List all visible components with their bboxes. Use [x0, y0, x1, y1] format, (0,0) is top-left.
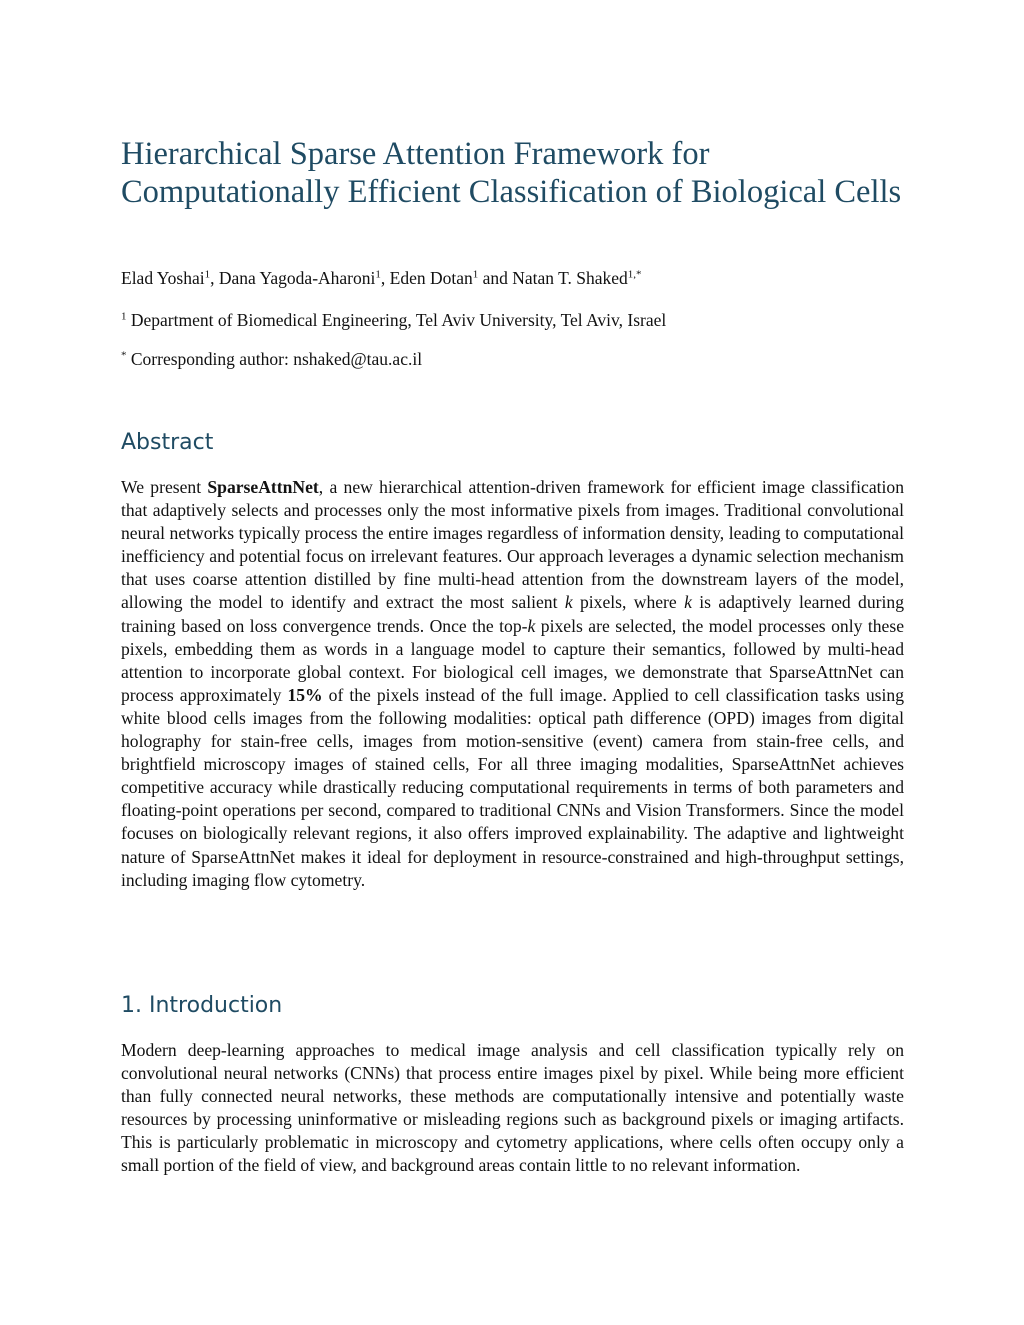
abstract-body: We present SparseAttnNet, a new hierarchical attention-driven framework for efficient image classification that adaptively selects and processes only the most informative pixels from images. Traditional convolutional neural networks typically process the entire images regardless of information density, leading to computational inefficiency and potential focus on irrelevant features. Our approach leverages a dynamic selection mechanism that uses coarse attention distilled by fine multi-head attention from the downstream layers of the model, allowing the model to identify and extract the most salient k pixels, where k is adaptively learned during training based on loss convergence trends. Once the top-k pixels are selected, the model processes only these pixels, embedding them as words in a language model to capture their semantics, followed by multi-head attention to incorporate global context. For biological cell images, we demonstrate that SparseAttnNet can process approximately 15% of the pixels instead of the full image. Applied to cell classification tasks using white blood cells images from the following modalities: optical path difference (OPD) images from digital holography for stain-free cells, images from motion-sensitive (event) camera from stain-free cells, and brightfield microscopy images of stained cells, For all three imaging modalities, SparseAttnNet achieves competitive accuracy while drastically reducing computational requirements in terms of both parameters and floating-point operations per second, compared to traditional CNNs and Vision Transformers. Since the model focuses on biologically relevant regions, it also offers improved explainability. The adaptive and lightweight nature of SparseAttnNet makes it ideal for deployment in resource-constrained and high-throughput settings, including imaging flow cytometry. [121, 477, 904, 890]
author-separator: , [210, 268, 219, 288]
introduction-heading: 1. Introduction [121, 993, 283, 1018]
percentage-emphasis: 15% [287, 684, 323, 705]
affiliation-text: Department of Biomedical Engineering, Tel Aviv University, Tel Aviv, Israel [126, 310, 667, 330]
corresponding-author [121, 349, 904, 370]
corresponding-text: Corresponding author: nshaked@tau.ac.il [126, 349, 423, 369]
author-affiliation-mark: 1,* [627, 268, 642, 281]
author-name: Dana Yagoda-Aharoni [218, 268, 376, 288]
introduction-body: Modern deep-learning approaches to medical image analysis and cell classification typically rely on convolutional neural networks (CNNs) that process entire images pixel by pixel. While being more efficient than fully connected neural networks, these methods are computationally intensive and potentially waste resources by processing uninformative or misleading regions such as background pixels or imaging artifacts. This is particularly problematic in microscopy and cytometry applications, where cells often occupy only a small portion of the field of view, and background areas contain little to no relevant information. [121, 1040, 904, 1176]
author-affiliation-mark: 1 [204, 268, 211, 281]
author-separator: and [478, 268, 513, 288]
author-list [121, 268, 904, 289]
affiliation [121, 310, 904, 331]
author-name: Eden Dotan [389, 268, 473, 288]
corresponding-mark: * [121, 349, 127, 362]
model-name-emphasis: SparseAttnNet [207, 477, 319, 497]
author-name: Natan T. Shaked [512, 268, 628, 288]
author-affiliation-mark: 1 [375, 268, 381, 281]
paper-title: Hierarchical Sparse Attention Framework for Computationally Efficient Classification of Biological Cells [121, 136, 902, 210]
affiliation-mark: 1 [121, 310, 127, 323]
abstract-heading: Abstract [121, 430, 214, 455]
author-affiliation-mark: 1 [472, 268, 479, 281]
author-separator: , [380, 268, 390, 288]
author-name: Elad Yoshai [121, 268, 205, 288]
